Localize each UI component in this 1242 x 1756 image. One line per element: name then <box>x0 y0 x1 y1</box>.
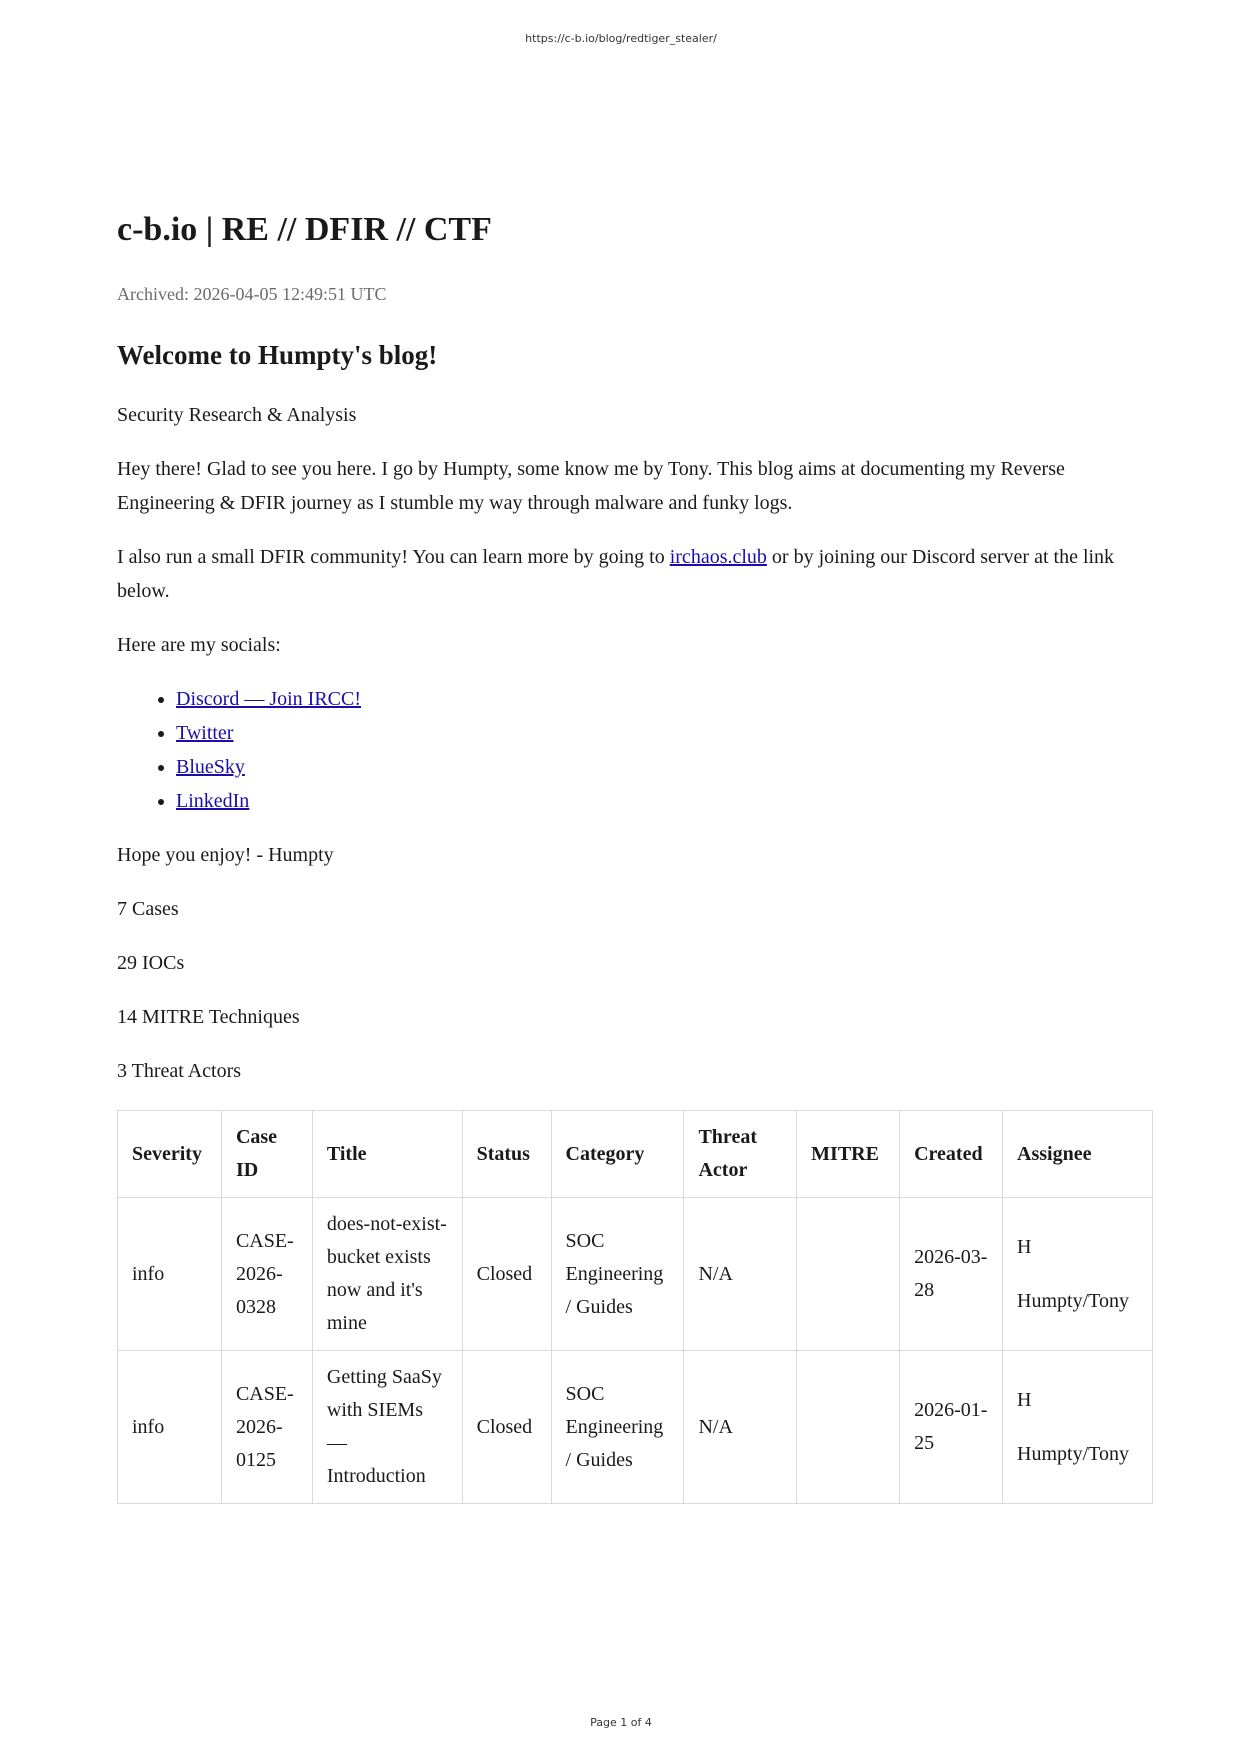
blog-subtitle: Security Research & Analysis <box>117 404 357 426</box>
irchaos-link[interactable]: irchaos.club <box>669 546 767 568</box>
cell-created: 2026-03-28 <box>900 1198 1003 1351</box>
cell-created: 2026-01-25 <box>900 1351 1003 1504</box>
archived-timestamp: Archived: 2026-04-05 12:49:51 UTC <box>117 284 387 304</box>
cell-assignee <box>1003 1198 1153 1351</box>
cell-severity: info <box>118 1351 222 1504</box>
header-threat-actor: Threat Actor <box>684 1111 797 1198</box>
cell-mitre <box>797 1351 900 1504</box>
stat-mitre: 14 MITRE Techniques <box>117 1006 300 1028</box>
social-item-discord <box>176 682 1153 716</box>
table-header-row <box>118 1111 1153 1198</box>
community-paragraph <box>117 540 1153 608</box>
table-row <box>118 1198 1153 1351</box>
community-text-after: or by joining our Discord server at the link below. <box>117 546 1115 602</box>
cell-category: SOC Engineering / Guides <box>551 1198 684 1351</box>
cell-threat-actor: N/A <box>684 1351 797 1504</box>
header-title: Title <box>312 1111 462 1198</box>
header-case-id: Case ID <box>221 1111 312 1198</box>
assignee-initial: H <box>1017 1235 1032 1258</box>
cell-case-id: CASE-2026-0125 <box>221 1351 312 1504</box>
cell-severity: info <box>118 1198 222 1351</box>
stat-iocs: 29 IOCs <box>117 952 185 974</box>
stat-threat-actors: 3 Threat Actors <box>117 1060 242 1082</box>
site-title: c-b.io | RE // DFIR // CTF <box>117 211 492 248</box>
header-severity: Severity <box>118 1111 222 1198</box>
table-row <box>118 1351 1153 1504</box>
cell-status: Closed <box>462 1351 551 1504</box>
cell-assignee <box>1003 1351 1153 1504</box>
cell-mitre <box>797 1198 900 1351</box>
cases-table <box>117 1110 1153 1504</box>
socials-list <box>117 682 1153 818</box>
cell-threat-actor: N/A <box>684 1198 797 1351</box>
cell-category: SOC Engineering / Guides <box>551 1351 684 1504</box>
intro-paragraph: Hey there! Glad to see you here. I go by Humpty, some know me by Tony. This blog aims at documenting my Reverse Engineering & DFIR journey as I stumble my way through malware and funky logs. <box>117 458 1065 514</box>
cell-title: Getting SaaSy with SIEMs — Introduction <box>312 1351 462 1504</box>
header-status: Status <box>462 1111 551 1198</box>
cell-status: Closed <box>462 1198 551 1351</box>
page-content <box>117 200 1153 1504</box>
header-mitre: MITRE <box>797 1111 900 1198</box>
linkedin-link[interactable]: LinkedIn <box>176 790 250 812</box>
discord-link[interactable]: Discord — Join IRCC! <box>176 688 361 710</box>
bluesky-link[interactable]: BlueSky <box>176 756 245 778</box>
social-item-twitter <box>176 716 1153 750</box>
welcome-heading: Welcome to Humpty's blog! <box>117 340 438 370</box>
assignee-initial: H <box>1017 1388 1032 1411</box>
header-assignee: Assignee <box>1003 1111 1153 1198</box>
twitter-link[interactable]: Twitter <box>176 722 234 744</box>
print-header-url: https://c-b.io/blog/redtiger_stealer/ <box>525 32 717 45</box>
socials-label: Here are my socials: <box>117 634 281 656</box>
community-text-before: I also run a small DFIR community! You can learn more by going to <box>117 546 670 568</box>
stat-cases: 7 Cases <box>117 898 179 920</box>
cell-title: does-not-exist-bucket exists now and it's mine <box>312 1198 462 1351</box>
header-category: Category <box>551 1111 684 1198</box>
cell-case-id: CASE-2026-0328 <box>221 1198 312 1351</box>
social-item-linkedin <box>176 784 1153 818</box>
social-item-bluesky <box>176 750 1153 784</box>
print-footer-page-number: Page 1 of 4 <box>590 1716 652 1729</box>
assignee-name: Humpty/Tony <box>1017 1442 1129 1465</box>
signoff: Hope you enjoy! - Humpty <box>117 844 334 866</box>
assignee-name: Humpty/Tony <box>1017 1289 1129 1312</box>
header-created: Created <box>900 1111 1003 1198</box>
